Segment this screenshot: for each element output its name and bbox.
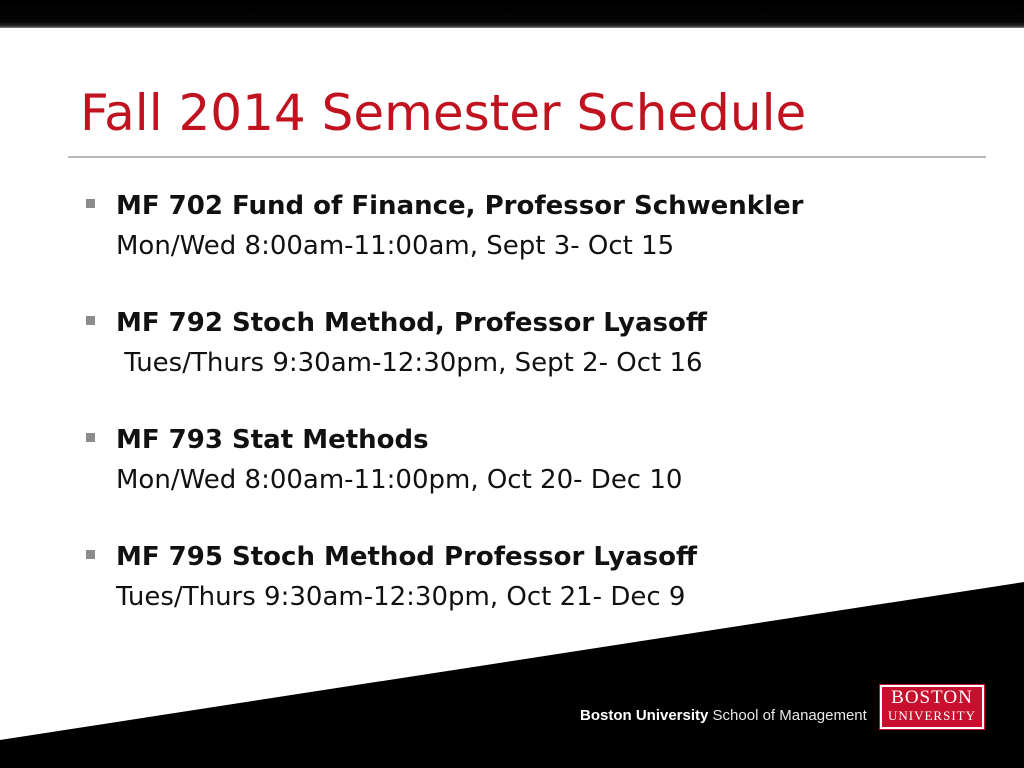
course-title: MF 793 Stat Methods bbox=[116, 425, 429, 455]
course-title: MF 792 Stoch Method, Professor Lyasoff bbox=[116, 308, 707, 338]
footer-school-name bbox=[580, 706, 867, 726]
course-schedule: Tues/Thurs 9:30am-12:30pm, Oct 21- Dec 9 bbox=[116, 582, 686, 612]
course-title: MF 795 Stoch Method Professor Lyasoff bbox=[116, 542, 698, 572]
course-schedule: Tues/Thurs 9:30am-12:30pm, Sept 2- Oct 16 bbox=[116, 348, 703, 378]
logo-line-university: UNIVERSITY bbox=[888, 708, 976, 723]
course-schedule: Mon/Wed 8:00am-11:00pm, Oct 20- Dec 10 bbox=[116, 465, 683, 495]
course-title: MF 702 Fund of Finance, Professor Schwenkler bbox=[116, 191, 804, 221]
boston-university-logo bbox=[880, 685, 984, 729]
slide-title: Fall 2014 Semester Schedule bbox=[80, 84, 807, 142]
footer-university: Boston University bbox=[580, 707, 709, 724]
course-schedule: Mon/Wed 8:00am-11:00am, Sept 3- Oct 15 bbox=[116, 231, 675, 261]
footer-school: School of Management bbox=[712, 707, 867, 724]
logo-line-boston: BOSTON bbox=[891, 687, 973, 708]
